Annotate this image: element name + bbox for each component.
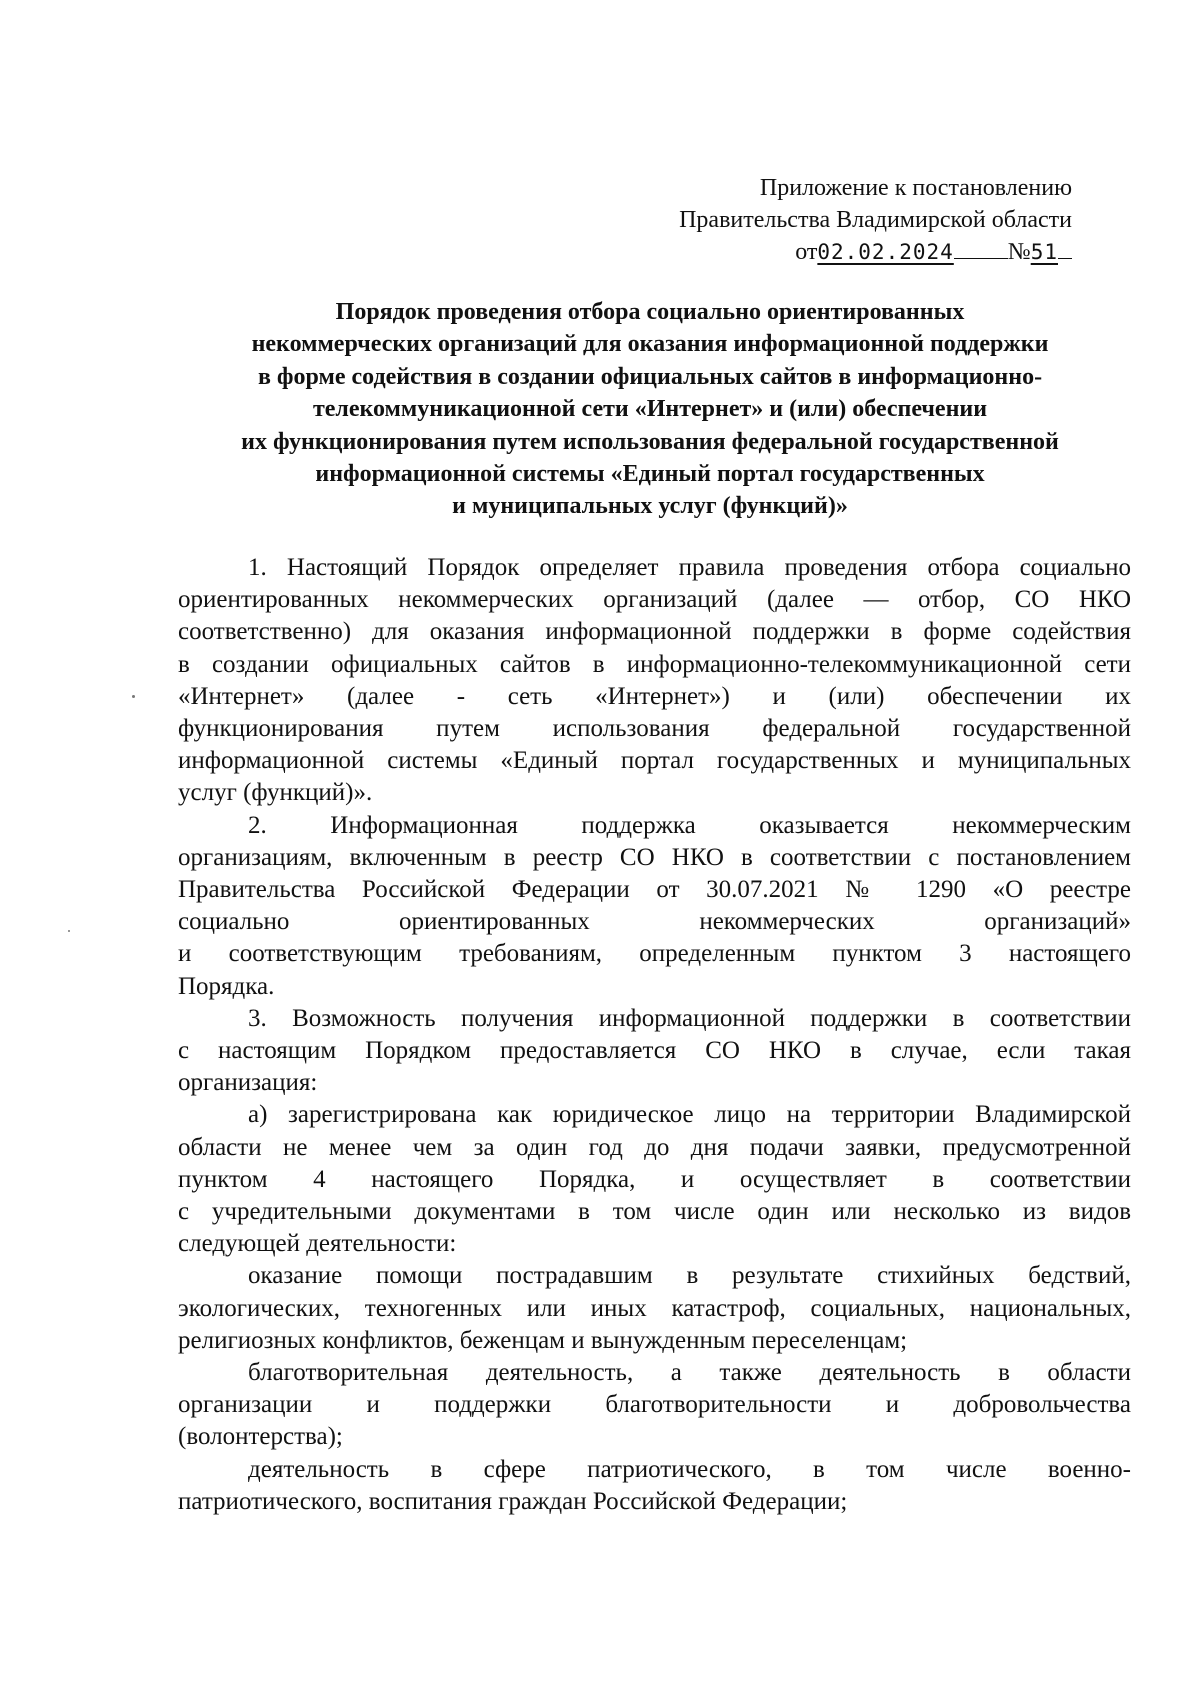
title-line: информационной системы «Единый портал государственных — [315, 461, 985, 488]
paragraph-3a — [178, 1099, 1131, 1260]
appendix-date-line — [679, 236, 1072, 268]
text-line: пунктом 4 настоящего Порядка, и осуществляет в соответствии — [178, 1165, 1131, 1193]
text-line: оказание помощи пострадавшим в результате стихийных бедствий, — [248, 1262, 1131, 1290]
text-line: организациям, включенным в реестр СО НКО в соответствии с постановлением — [178, 843, 1131, 871]
text-line: организации и поддержки благотворительности и добровольчества — [178, 1391, 1131, 1419]
scan-speck — [68, 930, 70, 932]
text-line: патриотического, воспитания граждан Российской Федерации; — [178, 1487, 848, 1515]
text-line: Порядка. — [178, 972, 275, 1000]
appendix-line-1: Приложение к постановлению — [759, 175, 1072, 201]
scan-speck — [132, 695, 135, 698]
text-line: с настоящим Порядком предоставляется СО НКО в случае, если такая — [178, 1037, 1131, 1065]
appendix-line-2: Правительства Владимирской области — [679, 207, 1072, 233]
text-line: ориентированных некоммерческих организаций (далее — отбор, СО НКО — [178, 586, 1131, 614]
text-line: благотворительная деятельность, а также деятельность в области — [248, 1359, 1131, 1387]
paragraph-2 — [178, 810, 1131, 1003]
title-line: некоммерческих организаций для оказания информационной поддержки — [251, 331, 1049, 358]
text-line: функционирования путем использования федеральной государственной — [178, 715, 1131, 743]
document-body — [178, 552, 1131, 1518]
text-line: следующей деятельности: — [178, 1230, 457, 1258]
text-line: социально ориентированных некоммерческих организаций» — [178, 908, 1131, 936]
paragraph-1 — [178, 552, 1131, 810]
activity-item-2 — [178, 1357, 1131, 1454]
text-line: и соответствующим требованиям, определенным пунктом 3 настоящего — [178, 940, 1131, 968]
text-line: экологических, техногенных или иных катастроф, социальных, национальных, — [178, 1294, 1131, 1322]
title-line: Порядок проведения отбора социально ориентированных — [335, 299, 965, 325]
text-line: области не менее чем за один год до дня подачи заявки, предусмотренной — [178, 1133, 1131, 1161]
date-blank-line — [954, 258, 1008, 259]
text-line: в создании официальных сайтов в информационно-телекоммуникационной сети — [178, 650, 1131, 678]
paragraph-3 — [178, 1003, 1131, 1100]
text-line: 3. Возможность получения информационной поддержки в соответствии — [248, 1004, 1131, 1032]
title-line: их функционирования путем использования федеральной государственной — [241, 428, 1059, 455]
text-line: а) зарегистрирована как юридическое лицо на территории Владимирской — [248, 1101, 1131, 1129]
text-line: религиозных конфликтов, беженцам и вынужденным переселенцам; — [178, 1326, 908, 1354]
date-prefix: от — [795, 239, 818, 265]
text-line: 1. Настоящий Порядок определяет правила проведения отбора социально — [248, 554, 1131, 581]
activity-item-1 — [178, 1260, 1131, 1357]
text-line: (волонтерства); — [178, 1423, 343, 1451]
document-date: 02.02.2024 — [817, 240, 954, 264]
text-line: организация: — [178, 1069, 318, 1097]
number-prefix: № — [1007, 239, 1031, 265]
text-line: 2. Информационная поддержка оказывается некоммерческим — [248, 811, 1131, 839]
appendix-header — [679, 172, 1072, 268]
title-line: в форме содействия в создании официальных сайтов в информационно- — [257, 363, 1043, 390]
title-line: и муниципальных услуг (функций)» — [452, 493, 848, 520]
text-line: Правительства Российской Федерации от 30.07.2021 № 1290 «О реестре — [178, 876, 1131, 904]
text-line: деятельность в сфере патриотического, в том числе военно- — [248, 1455, 1131, 1483]
text-line: услуг (функций)». — [178, 779, 373, 807]
number-blank-line — [1058, 258, 1072, 259]
text-line: «Интернет» (далее - сеть «Интернет») и (или) обеспечении их — [178, 682, 1131, 710]
text-line: с учредительными документами в том числе один или несколько из видов — [178, 1198, 1131, 1226]
text-line: информационной системы «Единый портал государственных и муниципальных — [178, 747, 1131, 775]
text-line: соответственно) для оказания информационной поддержки в форме содействия — [178, 618, 1131, 646]
title-line: телекоммуникационной сети «Интернет» и (или) обеспечении — [312, 396, 988, 423]
document-title — [170, 296, 1130, 523]
activity-item-3 — [178, 1454, 1131, 1518]
document-number: 51 — [1030, 240, 1058, 264]
